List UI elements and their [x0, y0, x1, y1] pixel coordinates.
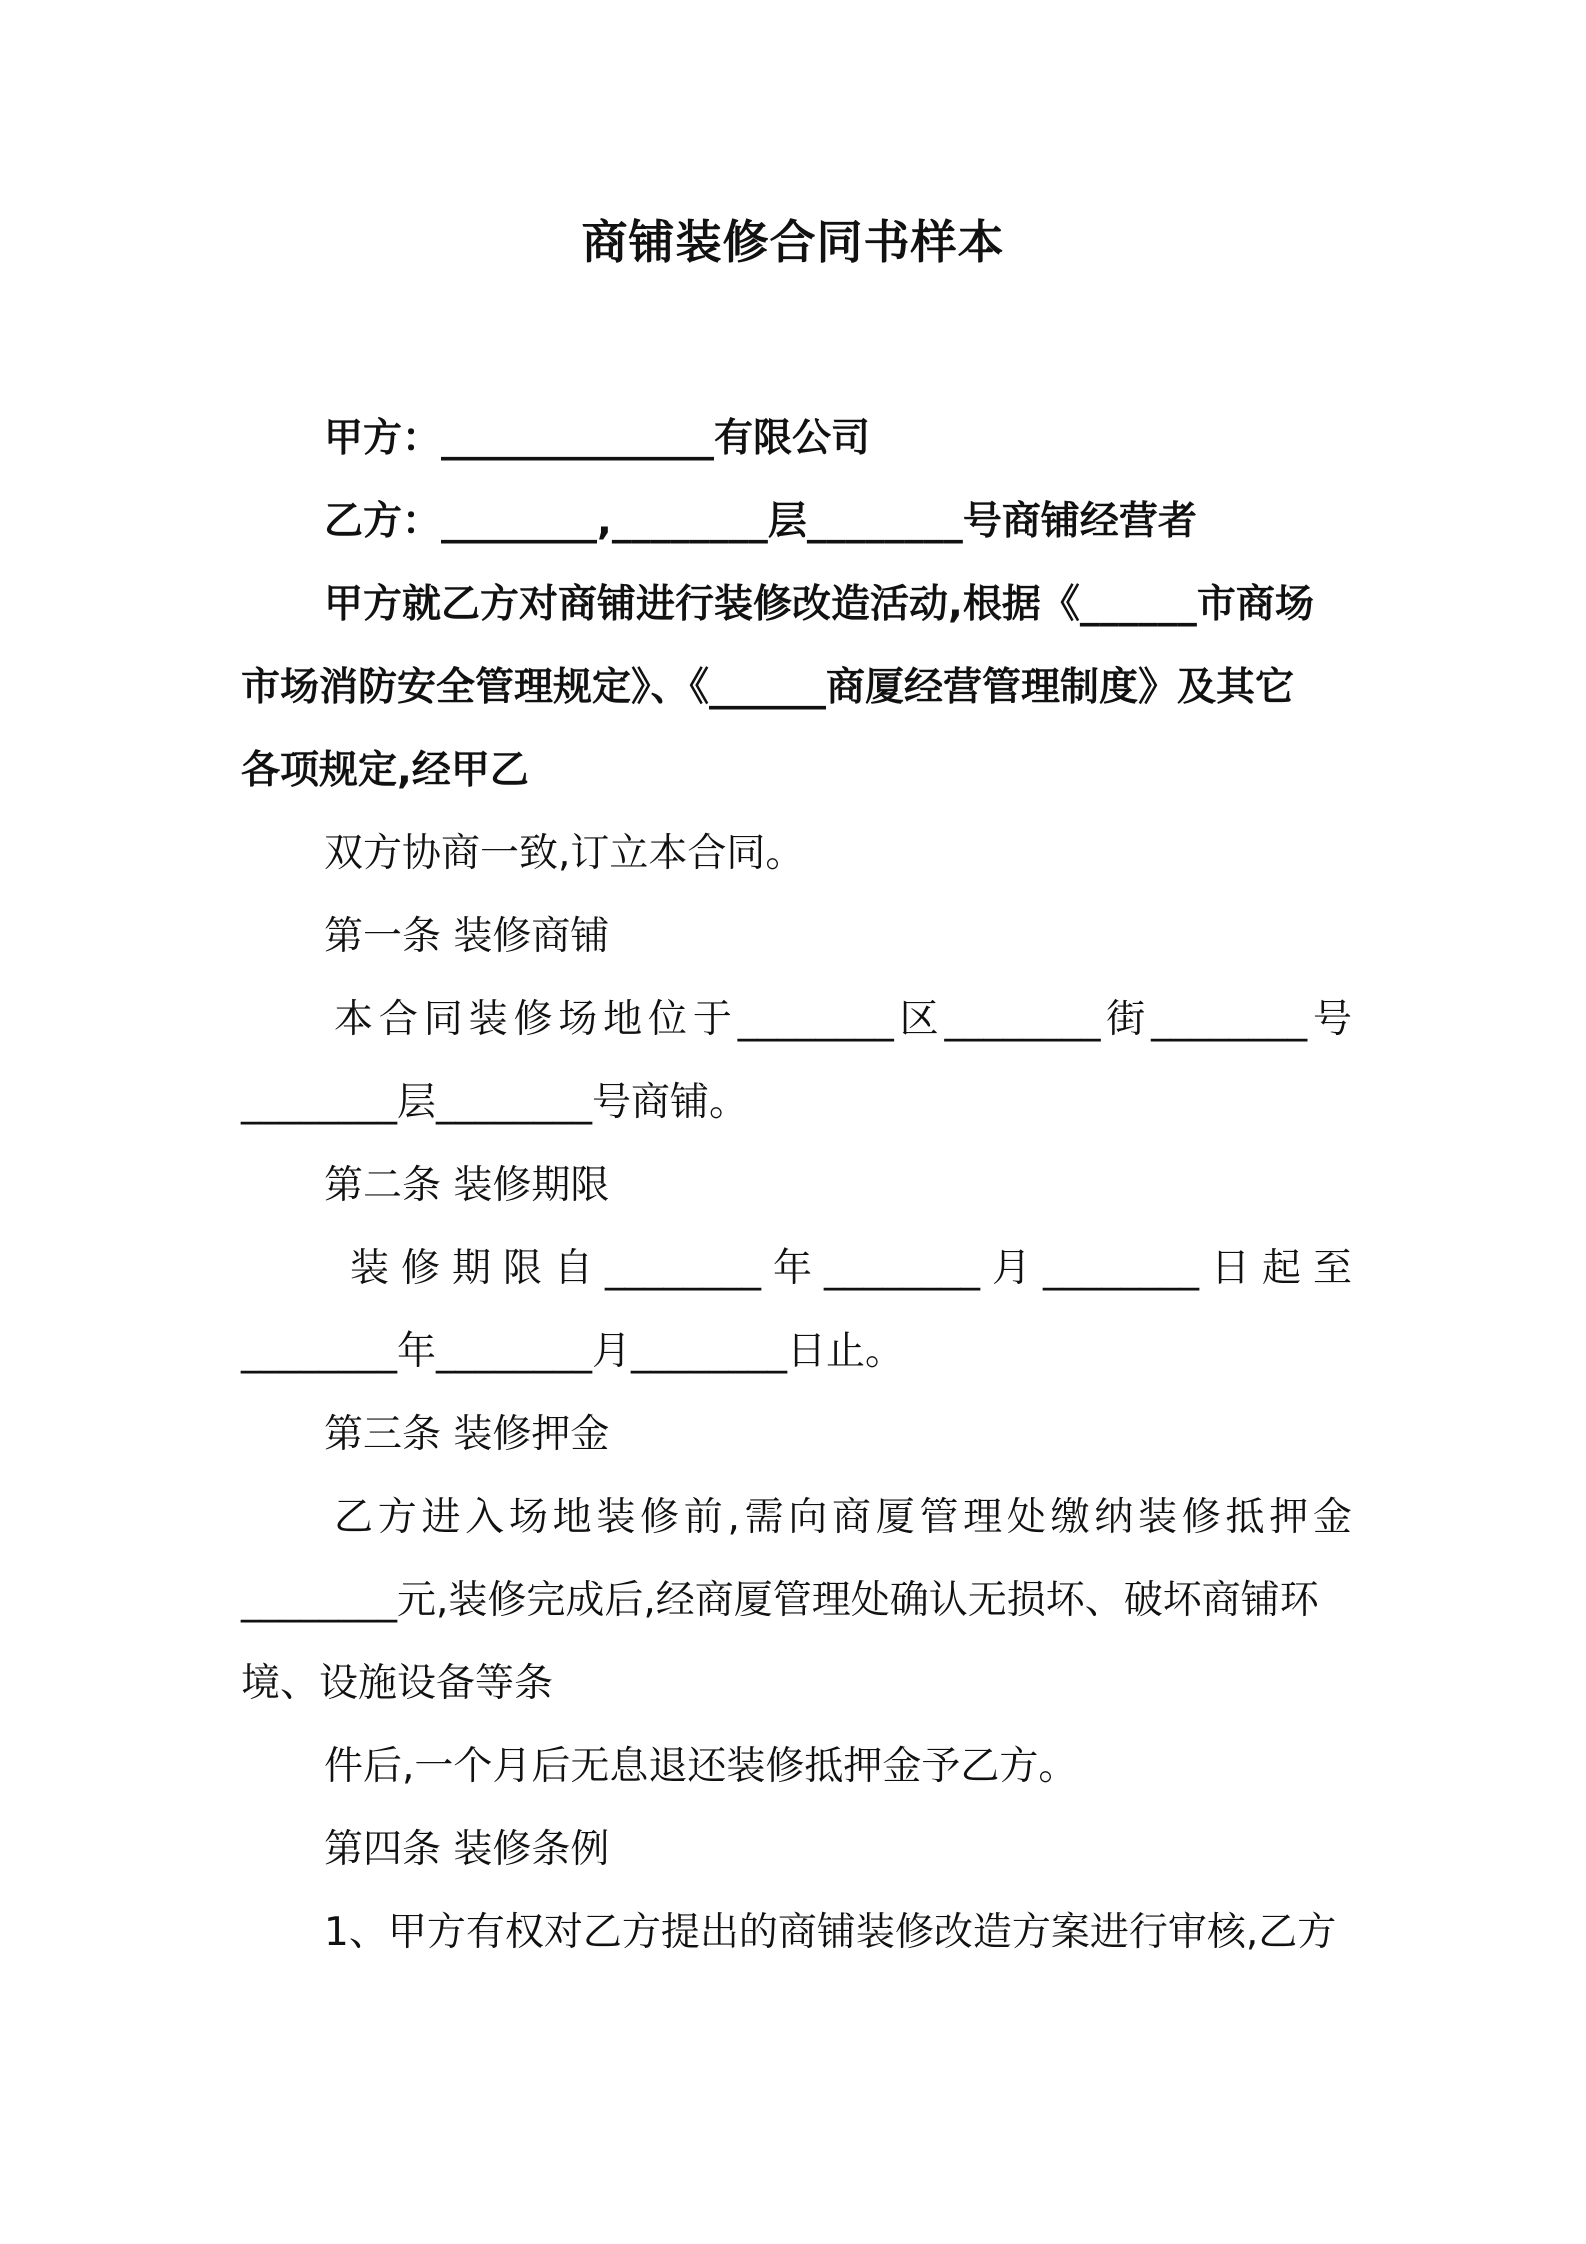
text-segment: 场	[558, 997, 598, 1042]
text-segment: 合	[378, 997, 418, 1042]
text-segment: 商	[832, 1495, 872, 1540]
text-segment: 纳	[1094, 1495, 1134, 1540]
preamble-line-1: 甲方就乙方对商铺进行装修改造活动,根据《______市商场	[324, 582, 1314, 627]
text-segment: 自	[554, 1246, 594, 1291]
text-segment: 号	[1312, 997, 1352, 1042]
preamble-line-2: 市场消防安全管理规定》、《______商厦经营管理制度》及其它	[241, 665, 1295, 710]
text-segment: 押	[1269, 1495, 1309, 1540]
text-segment: 修	[640, 1495, 680, 1540]
blank-field: ________	[1151, 997, 1308, 1042]
article-2-heading: 第二条 装修期限	[324, 1163, 610, 1208]
text-segment: 抵	[1225, 1495, 1265, 1540]
text-segment: 日	[1210, 1246, 1250, 1291]
text-segment: 位	[648, 997, 688, 1042]
text-segment: 于	[692, 997, 732, 1042]
text-segment: 装	[1138, 1495, 1178, 1540]
text-segment: 缴	[1050, 1495, 1090, 1540]
blank-field: ________	[737, 997, 894, 1042]
text-segment: 装	[596, 1495, 636, 1540]
text-segment: 限	[503, 1246, 543, 1291]
text-segment: 年	[772, 1246, 812, 1291]
text-segment: ,	[727, 1495, 740, 1540]
article-3-line-3: 境、设施设备等条	[241, 1661, 554, 1706]
text-segment: 厦	[875, 1495, 915, 1540]
blank-field: ________	[823, 1246, 980, 1291]
text-segment: 前	[683, 1495, 723, 1540]
article-2-line-1	[350, 1241, 1352, 1297]
text-segment: 向	[788, 1495, 828, 1540]
text-segment: 进	[421, 1495, 461, 1540]
text-segment: 地	[552, 1495, 592, 1540]
text-segment: 管	[919, 1495, 959, 1540]
text-segment: 入	[465, 1495, 505, 1540]
text-segment: 装	[350, 1246, 390, 1291]
text-segment: 起	[1261, 1246, 1301, 1291]
text-segment: 乙	[334, 1495, 374, 1540]
blank-field: ________	[1042, 1246, 1199, 1291]
article-1-line-2: ________层________号商铺。	[241, 1080, 749, 1125]
preamble-line-4: 双方协商一致,订立本合同。	[324, 831, 805, 876]
text-segment: 区	[899, 997, 939, 1042]
article-3-heading: 第三条 装修押金	[324, 1412, 610, 1457]
text-segment: 地	[603, 997, 643, 1042]
text-segment: 需	[744, 1495, 784, 1540]
text-segment: 理	[963, 1495, 1003, 1540]
blank-field: ________	[944, 997, 1101, 1042]
text-segment: 同	[423, 997, 463, 1042]
preamble-line-3: 各项规定,经甲乙	[241, 748, 529, 793]
article-3-line-4: 件后,一个月后无息退还装修抵押金予乙方。	[324, 1744, 1078, 1789]
article-1-heading: 第一条 装修商铺	[324, 914, 610, 959]
text-segment: 修	[1181, 1495, 1221, 1540]
text-segment: 修	[401, 1246, 441, 1291]
text-segment: 街	[1106, 997, 1146, 1042]
document-title: 商铺装修合同书样本	[581, 215, 1005, 269]
text-segment: 场	[508, 1495, 548, 1540]
text-segment: 方	[377, 1495, 417, 1540]
text-segment: 月	[991, 1246, 1031, 1291]
text-segment: 处	[1006, 1495, 1046, 1540]
text-segment: 金	[1312, 1495, 1352, 1540]
article-3-line-2: ________元,装修完成后,经商厦管理处确认无损坏、破坏商铺环	[241, 1578, 1319, 1623]
article-3-line-1	[334, 1490, 1352, 1546]
blank-field: ________	[605, 1246, 761, 1291]
text-segment: 本	[334, 997, 374, 1042]
text-segment: 修	[513, 997, 553, 1042]
text-segment: 装	[468, 997, 508, 1042]
party-b-line: 乙方：________,________层________号商铺经营者	[324, 499, 1197, 544]
article-4-heading: 第四条 装修条例	[324, 1827, 610, 1872]
text-segment: 期	[452, 1246, 492, 1291]
party-a-line: 甲方：______________有限公司	[324, 416, 871, 461]
text-segment: 至	[1312, 1246, 1352, 1291]
article-1-line-1	[334, 992, 1352, 1048]
article-2-line-2: ________年________月________日止。	[241, 1329, 905, 1374]
article-4-item-1: 1、甲方有权对乙方提出的商铺装修改造方案进行审核,乙方	[324, 1910, 1337, 1955]
